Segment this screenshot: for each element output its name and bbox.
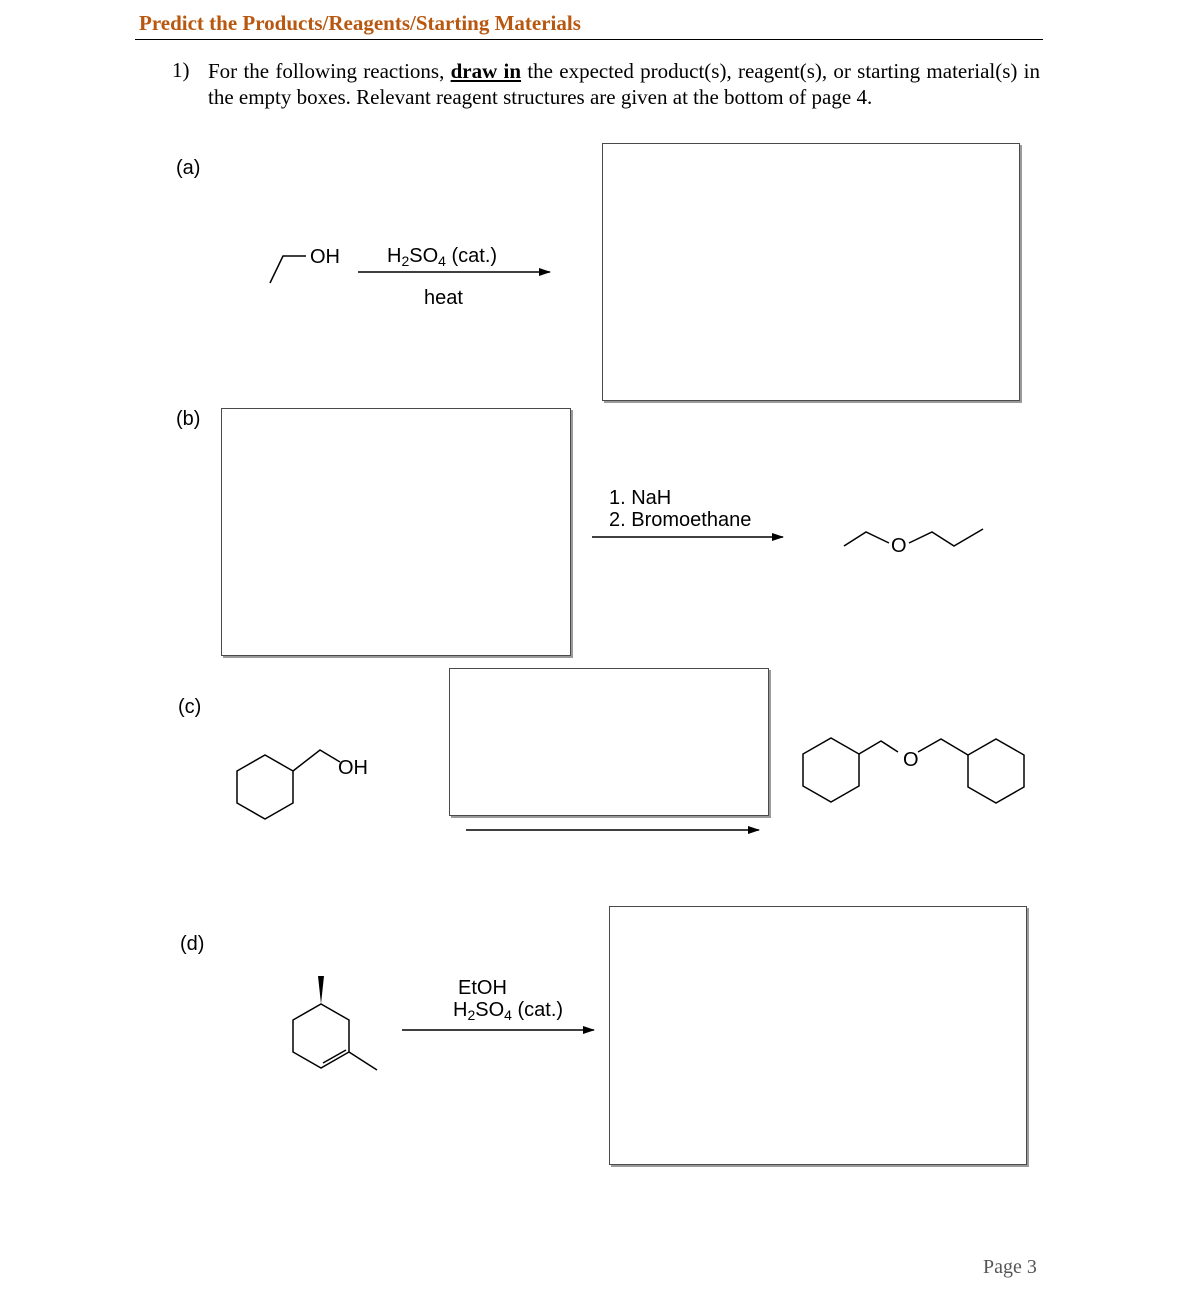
part-b-reagent-1: 1. NaH	[609, 487, 672, 509]
question-text-before: For the following reactions,	[208, 59, 445, 83]
part-d-wedge-bond	[318, 976, 324, 1004]
part-b-ether-structure	[844, 529, 983, 546]
part-a-oh-label: OH	[310, 246, 340, 268]
part-a-label: (a)	[176, 157, 201, 179]
part-c-oh-label: OH	[338, 757, 368, 779]
part-b-label: (b)	[176, 408, 201, 430]
page-number: Page 3	[983, 1256, 1037, 1278]
question-text-after: the expected product(s), reagent(s), or starting material(s) in the empty boxes. Relevant reagent structures are given at the bottom of page 4.	[208, 59, 1040, 109]
part-d-label: (d)	[180, 933, 205, 955]
part-a-ethanol-structure	[270, 256, 306, 283]
part-a-reagent: $H_2SO_4$ (cat.)	[387, 245, 498, 269]
part-c-starting-structure	[237, 750, 340, 819]
question-emphasis: draw in	[450, 59, 522, 83]
part-d-reagent-2: $H_2SO_4$ (cat.)	[453, 999, 564, 1023]
part-d-starting-structure	[293, 1004, 377, 1070]
question-number: 1)	[172, 58, 190, 82]
part-b-reagent-2: 2. Bromoethane	[609, 509, 752, 531]
part-a-condition: heat	[424, 287, 463, 309]
part-d-reagent-1: EtOH	[458, 977, 507, 999]
part-c-oxygen-label: O	[903, 749, 919, 771]
part-b-oxygen-label: O	[891, 535, 907, 557]
page-title: Predict the Products/Reagents/Starting Materials	[139, 11, 581, 35]
part-c-label: (c)	[178, 696, 202, 718]
